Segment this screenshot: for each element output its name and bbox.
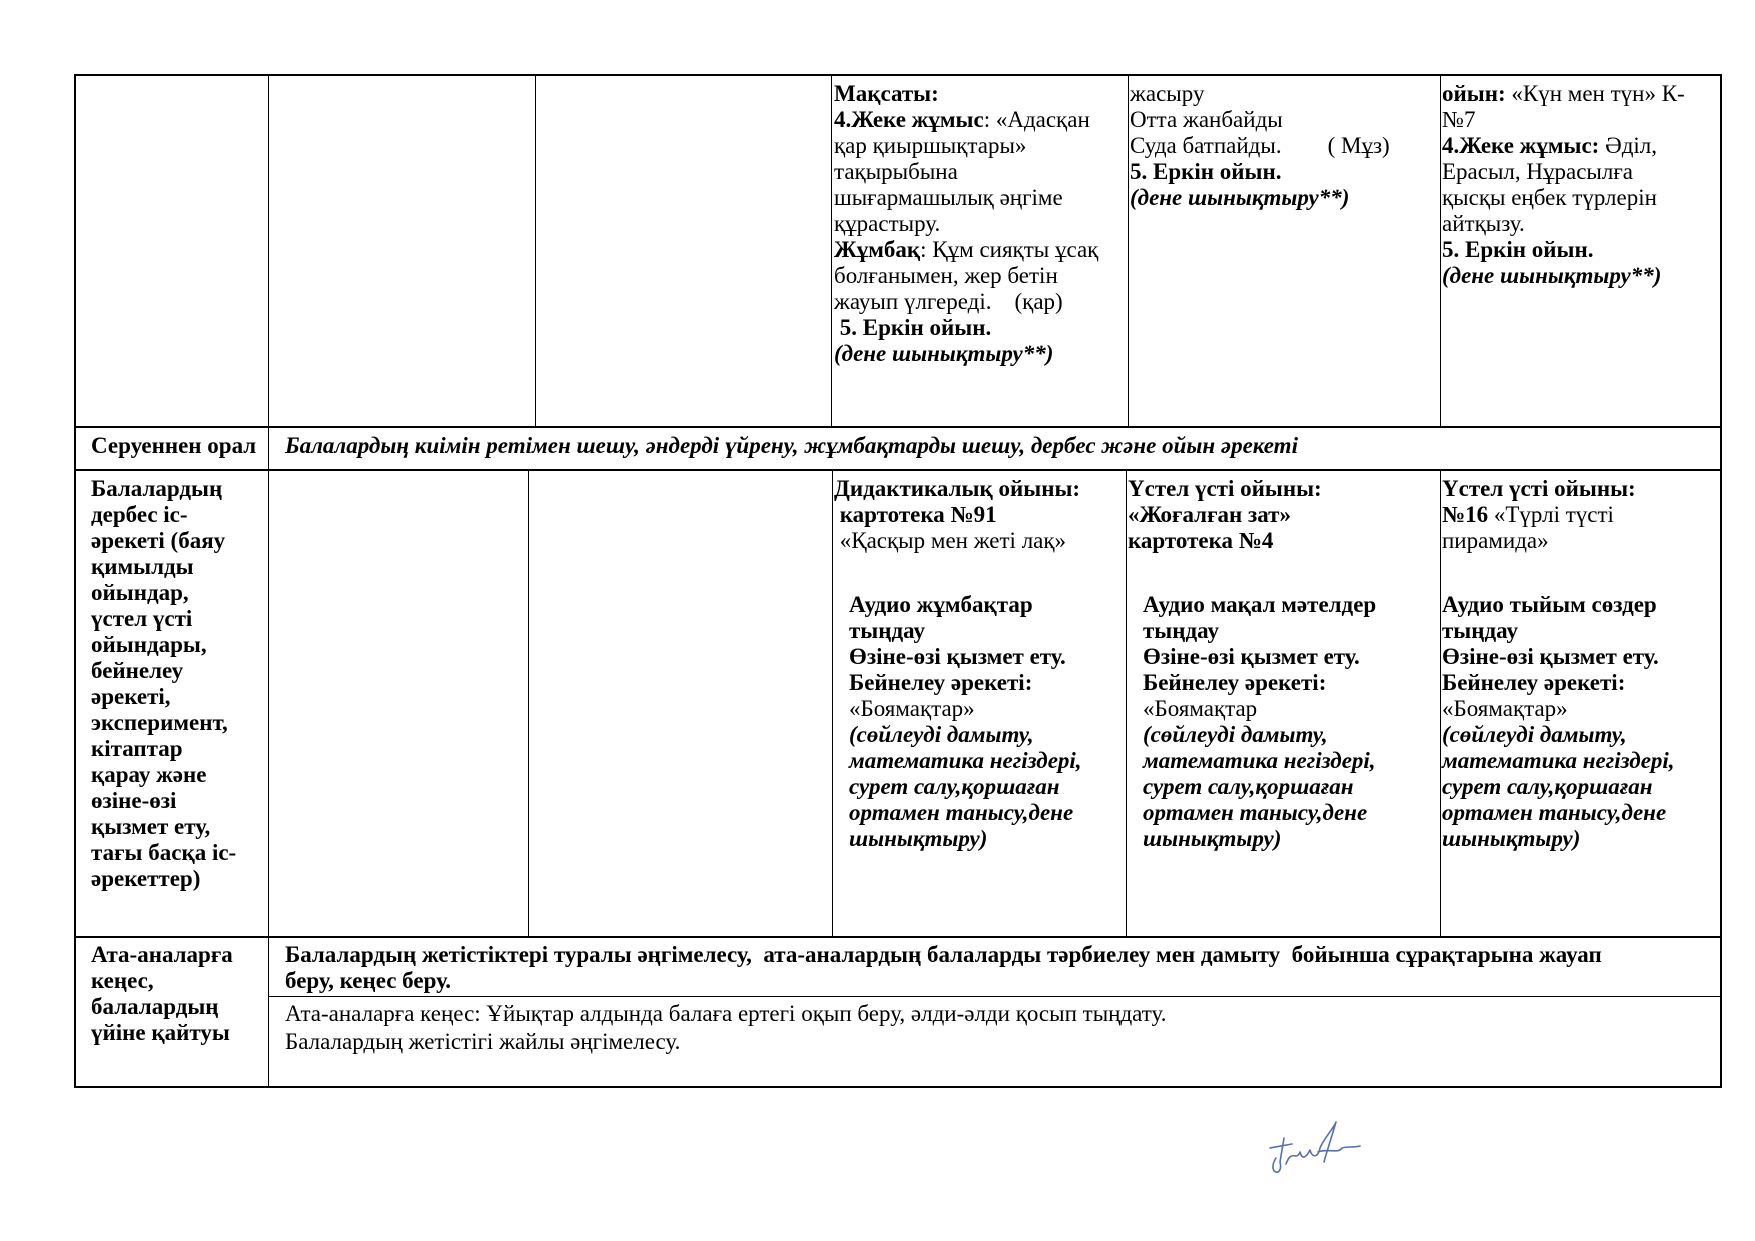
- table-border-bottom: [74, 1086, 1722, 1088]
- text-run: Мақсаты:: [834, 81, 939, 106]
- text-run: Аудио жұмбақтар: [849, 592, 1033, 617]
- text-line: қызмет ету,: [91, 814, 211, 839]
- text-line: [849, 616, 925, 645]
- text-run: 5. Еркін ойын.: [834, 315, 992, 340]
- text-line: [1143, 746, 1376, 775]
- text-run: 5. Еркін ойын.: [1442, 237, 1594, 262]
- text-run: Өзіне-өзі қызмет ету.: [849, 644, 1066, 669]
- text-line: [849, 798, 1073, 827]
- text-run: «Боямақтар: [1143, 696, 1258, 721]
- text-line: [834, 313, 991, 342]
- text-line: [1442, 668, 1625, 697]
- text-run: ойын:: [1442, 81, 1506, 106]
- text-run: сурет салу,қоршаған: [1143, 774, 1354, 799]
- text-line: [1442, 474, 1636, 503]
- text-run: «Боямақтар»: [1442, 696, 1568, 721]
- cell-parents-top: [270, 940, 1720, 996]
- handwritten-signature: [1262, 1118, 1382, 1184]
- text-line: [1128, 500, 1291, 529]
- text-line: [1442, 105, 1475, 134]
- text-line: кітаптар: [91, 736, 183, 761]
- text-line: әрекеттер): [91, 866, 201, 891]
- text-line: [1130, 183, 1349, 212]
- row-separator: [74, 426, 1722, 428]
- text-line: [849, 668, 1032, 697]
- text-line: [834, 131, 1026, 160]
- column-divider: [268, 74, 269, 1088]
- text-line: [1442, 526, 1549, 555]
- text-run: болғанымен, жер бетін: [834, 263, 1058, 288]
- text-line: [1442, 183, 1657, 212]
- text-line: өзіне-өзі: [91, 788, 177, 813]
- column-divider: [832, 470, 833, 936]
- text-line: [1442, 131, 1657, 160]
- text-run: сурет салу,қоршаған: [1442, 774, 1653, 799]
- text-run: қар қиыршықтары»: [834, 133, 1027, 158]
- text-line: бейнелеу: [91, 658, 184, 683]
- cell-continuation-col4: [834, 79, 1126, 424]
- text-line: [1143, 798, 1367, 827]
- text-run: «Жоғалған зат»: [1128, 502, 1291, 527]
- text-run: Аудио тыйым сөздер: [1442, 592, 1657, 617]
- column-divider: [1126, 470, 1127, 936]
- row-separator: [268, 996, 1722, 997]
- text-line: [1442, 500, 1614, 529]
- text-line: [1130, 131, 1390, 160]
- text-line: [1442, 261, 1661, 290]
- text-line: [834, 526, 1066, 555]
- text-line: [1143, 720, 1328, 749]
- text-run: Өзіне-өзі қызмет ету.: [1442, 644, 1659, 669]
- text-run: картотека №91: [834, 502, 997, 527]
- text-run: (дене шынықтыру**): [1442, 263, 1662, 288]
- cell-parents-bottom: [270, 999, 1720, 1085]
- text-line: беру, кеңес беру.: [285, 968, 452, 993]
- text-run: Дидактикалық ойыны:: [834, 476, 1081, 501]
- text-line: [1442, 798, 1666, 827]
- text-line: [1442, 642, 1659, 671]
- text-line: Ата-аналарға кеңес: Ұйықтар алдында балаға ертегі оқып беру, әлди-әлди қосып тыңдату.: [285, 1001, 1167, 1026]
- cell-independent-col5: [1128, 474, 1438, 934]
- text-line: [834, 287, 1063, 316]
- text-line: [1143, 772, 1354, 801]
- text-line: әрекеті,: [91, 684, 171, 709]
- text-run: тыңдау: [849, 618, 925, 643]
- text-line: [849, 746, 1082, 775]
- text-run: Бейнелеу әрекеті:: [1143, 670, 1327, 695]
- text-run: картотека №4: [1128, 528, 1274, 553]
- text-run: : Құм сияқты ұсақ: [920, 237, 1099, 262]
- text-run: (сөйлеуді дамыту,: [1442, 722, 1627, 747]
- text-line: [834, 183, 1063, 212]
- text-run: Үстел үсті ойыны:: [1128, 476, 1322, 501]
- text-line: ойындар,: [91, 580, 189, 605]
- text-line: [1143, 824, 1281, 853]
- text-run: Үстел үсті ойыны:: [1442, 476, 1636, 501]
- text-line: эксперимент,: [91, 710, 228, 735]
- text-line: үстел үсті: [91, 606, 193, 631]
- text-line: Балалардың жетістігі жайлы әңгімелесу.: [285, 1029, 681, 1054]
- row-label: Серуеннен орал: [91, 433, 257, 458]
- text-line: [1442, 616, 1518, 645]
- text-line: [1130, 79, 1204, 108]
- column-divider: [831, 74, 832, 426]
- text-line: [1442, 235, 1594, 264]
- cell-independent-label: [77, 474, 267, 934]
- text-run: Жұмбақ: [834, 237, 921, 262]
- text-line: балалардың: [91, 994, 219, 1019]
- text-line: Ата-аналарға: [91, 942, 233, 967]
- text-run: Ерасыл, Нұрасылға: [1442, 159, 1633, 184]
- text-line: Балалардың жетістіктері туралы әңгімелесу, ата-аналардың балаларды тәрбиелеу мен дамыту бойынша сұрақтарына жауап: [285, 942, 1602, 967]
- text-run: шынықтыру): [1143, 826, 1282, 851]
- column-divider: [535, 74, 536, 426]
- text-line: [1442, 720, 1627, 749]
- text-run: пирамида»: [1442, 528, 1549, 553]
- row-separator: [74, 469, 1722, 471]
- text-line: [834, 474, 1080, 503]
- text-line: [834, 339, 1053, 368]
- text-run: (дене шынықтыру**): [1130, 185, 1350, 210]
- text-line: [849, 590, 1033, 619]
- text-line: [1128, 526, 1273, 555]
- text-line: [834, 157, 958, 186]
- column-divider: [1440, 74, 1441, 426]
- column-divider: [1440, 470, 1441, 936]
- text-line: [834, 209, 940, 238]
- text-run: «Күн мен түн» К-: [1505, 81, 1685, 106]
- text-line: [1128, 474, 1322, 503]
- text-line: [1143, 694, 1257, 723]
- text-line: [1442, 209, 1525, 238]
- text-line: [1143, 642, 1360, 671]
- text-run: жасыру: [1130, 81, 1205, 106]
- row-separator: [74, 936, 1722, 938]
- text-line: [1130, 157, 1282, 186]
- text-run: «Қасқыр мен жеті лақ»: [834, 528, 1067, 553]
- cell-return-walk-label: [77, 430, 267, 468]
- text-run: «Боямақтар»: [849, 696, 975, 721]
- text-run: сурет салу,қоршаған: [849, 774, 1060, 799]
- text-line: [1442, 772, 1653, 801]
- text-line: [849, 824, 987, 853]
- text-run: 5. Еркін ойын.: [1130, 159, 1282, 184]
- text-run: тыңдау: [1143, 618, 1219, 643]
- text-line: үйіне қайтуы: [91, 1020, 230, 1045]
- text-run: ортамен танысу,дене: [1442, 800, 1667, 825]
- text-line: [834, 500, 997, 529]
- text-run: шығармашылық әңгіме: [834, 185, 1063, 210]
- text-line: [849, 720, 1034, 749]
- text-line: тағы басқа іс-: [91, 840, 237, 865]
- text-line: [849, 694, 975, 723]
- text-line: әрекеті (баяу: [91, 528, 226, 553]
- text-line: [1442, 79, 1685, 108]
- column-divider: [1128, 74, 1129, 426]
- text-run: Отта жанбайды: [1130, 107, 1283, 132]
- text-run: Әділ,: [1599, 133, 1658, 158]
- text-run: математика негіздері,: [849, 748, 1082, 773]
- text-line: [1130, 105, 1283, 134]
- text-run: математика негіздері,: [1442, 748, 1675, 773]
- text-run: (сөйлеуді дамыту,: [849, 722, 1034, 747]
- cell-parents-label: [77, 940, 267, 1085]
- row-text: Балалардың киімін ретімен шешу, әндерді үйрену, жұмбақтарды шешу, дербес және ойын әрекеті: [285, 433, 1298, 458]
- text-run: тақырыбына: [834, 159, 958, 184]
- text-run: (сөйлеуді дамыту,: [1143, 722, 1328, 747]
- text-run: 4.Жеке жұмыс:: [1442, 133, 1600, 158]
- cell-continuation-col6: [1442, 79, 1718, 424]
- text-run: шынықтыру): [849, 826, 988, 851]
- text-line: [834, 105, 1090, 134]
- text-run: (дене шынықтыру**): [834, 341, 1054, 366]
- text-line: [849, 772, 1060, 801]
- text-line: Балалардың: [91, 476, 223, 501]
- text-run: ортамен танысу,дене: [1143, 800, 1368, 825]
- text-line: [1442, 746, 1675, 775]
- text-line: [1442, 694, 1568, 723]
- text-run: ортамен танысу,дене: [849, 800, 1074, 825]
- cell-independent-col4: [834, 474, 1124, 934]
- text-line: [1143, 616, 1219, 645]
- text-run: математика негіздері,: [1143, 748, 1376, 773]
- text-line: дербес іс-: [91, 502, 188, 527]
- text-line: қимылды: [91, 554, 194, 579]
- table-border-top: [74, 74, 1722, 76]
- text-line: [834, 261, 1058, 290]
- text-run: шынықтыру): [1442, 826, 1581, 851]
- text-run: құрастыру.: [834, 211, 941, 236]
- text-run: Суда батпайды. ( Мұз): [1130, 133, 1390, 158]
- text-run: қысқы еңбек түрлерін: [1442, 185, 1657, 210]
- text-line: [834, 235, 1098, 264]
- text-line: кеңес,: [91, 968, 154, 993]
- text-run: 4.Жеке жұмыс: [834, 107, 984, 132]
- cell-continuation-col5: [1130, 79, 1438, 424]
- text-run: тыңдау: [1442, 618, 1518, 643]
- text-line: [849, 642, 1066, 671]
- column-divider: [528, 470, 529, 936]
- text-line: [1442, 824, 1580, 853]
- text-run: жауып үлгереді. (қар): [834, 289, 1063, 314]
- text-line: ойындары,: [91, 632, 207, 657]
- cell-independent-col6: [1442, 474, 1718, 934]
- text-line: [1143, 590, 1376, 619]
- text-run: «Түрлі түсті: [1488, 502, 1614, 527]
- text-line: [834, 79, 939, 108]
- text-run: айтқызу.: [1442, 211, 1525, 236]
- text-line: [1442, 157, 1633, 186]
- text-run: №7: [1442, 107, 1476, 132]
- text-run: : «Адасқан: [983, 107, 1090, 132]
- text-run: Бейнелеу әрекеті:: [849, 670, 1033, 695]
- text-run: Өзіне-өзі қызмет ету.: [1143, 644, 1360, 669]
- text-line: [1442, 590, 1657, 619]
- text-line: қарау және: [91, 762, 207, 787]
- text-run: Аудио мақал мәтелдер: [1143, 592, 1377, 617]
- text-run: №16: [1442, 502, 1489, 527]
- text-run: Бейнелеу әрекеті:: [1442, 670, 1626, 695]
- cell-return-walk-text: [270, 430, 1718, 468]
- text-line: [1143, 668, 1326, 697]
